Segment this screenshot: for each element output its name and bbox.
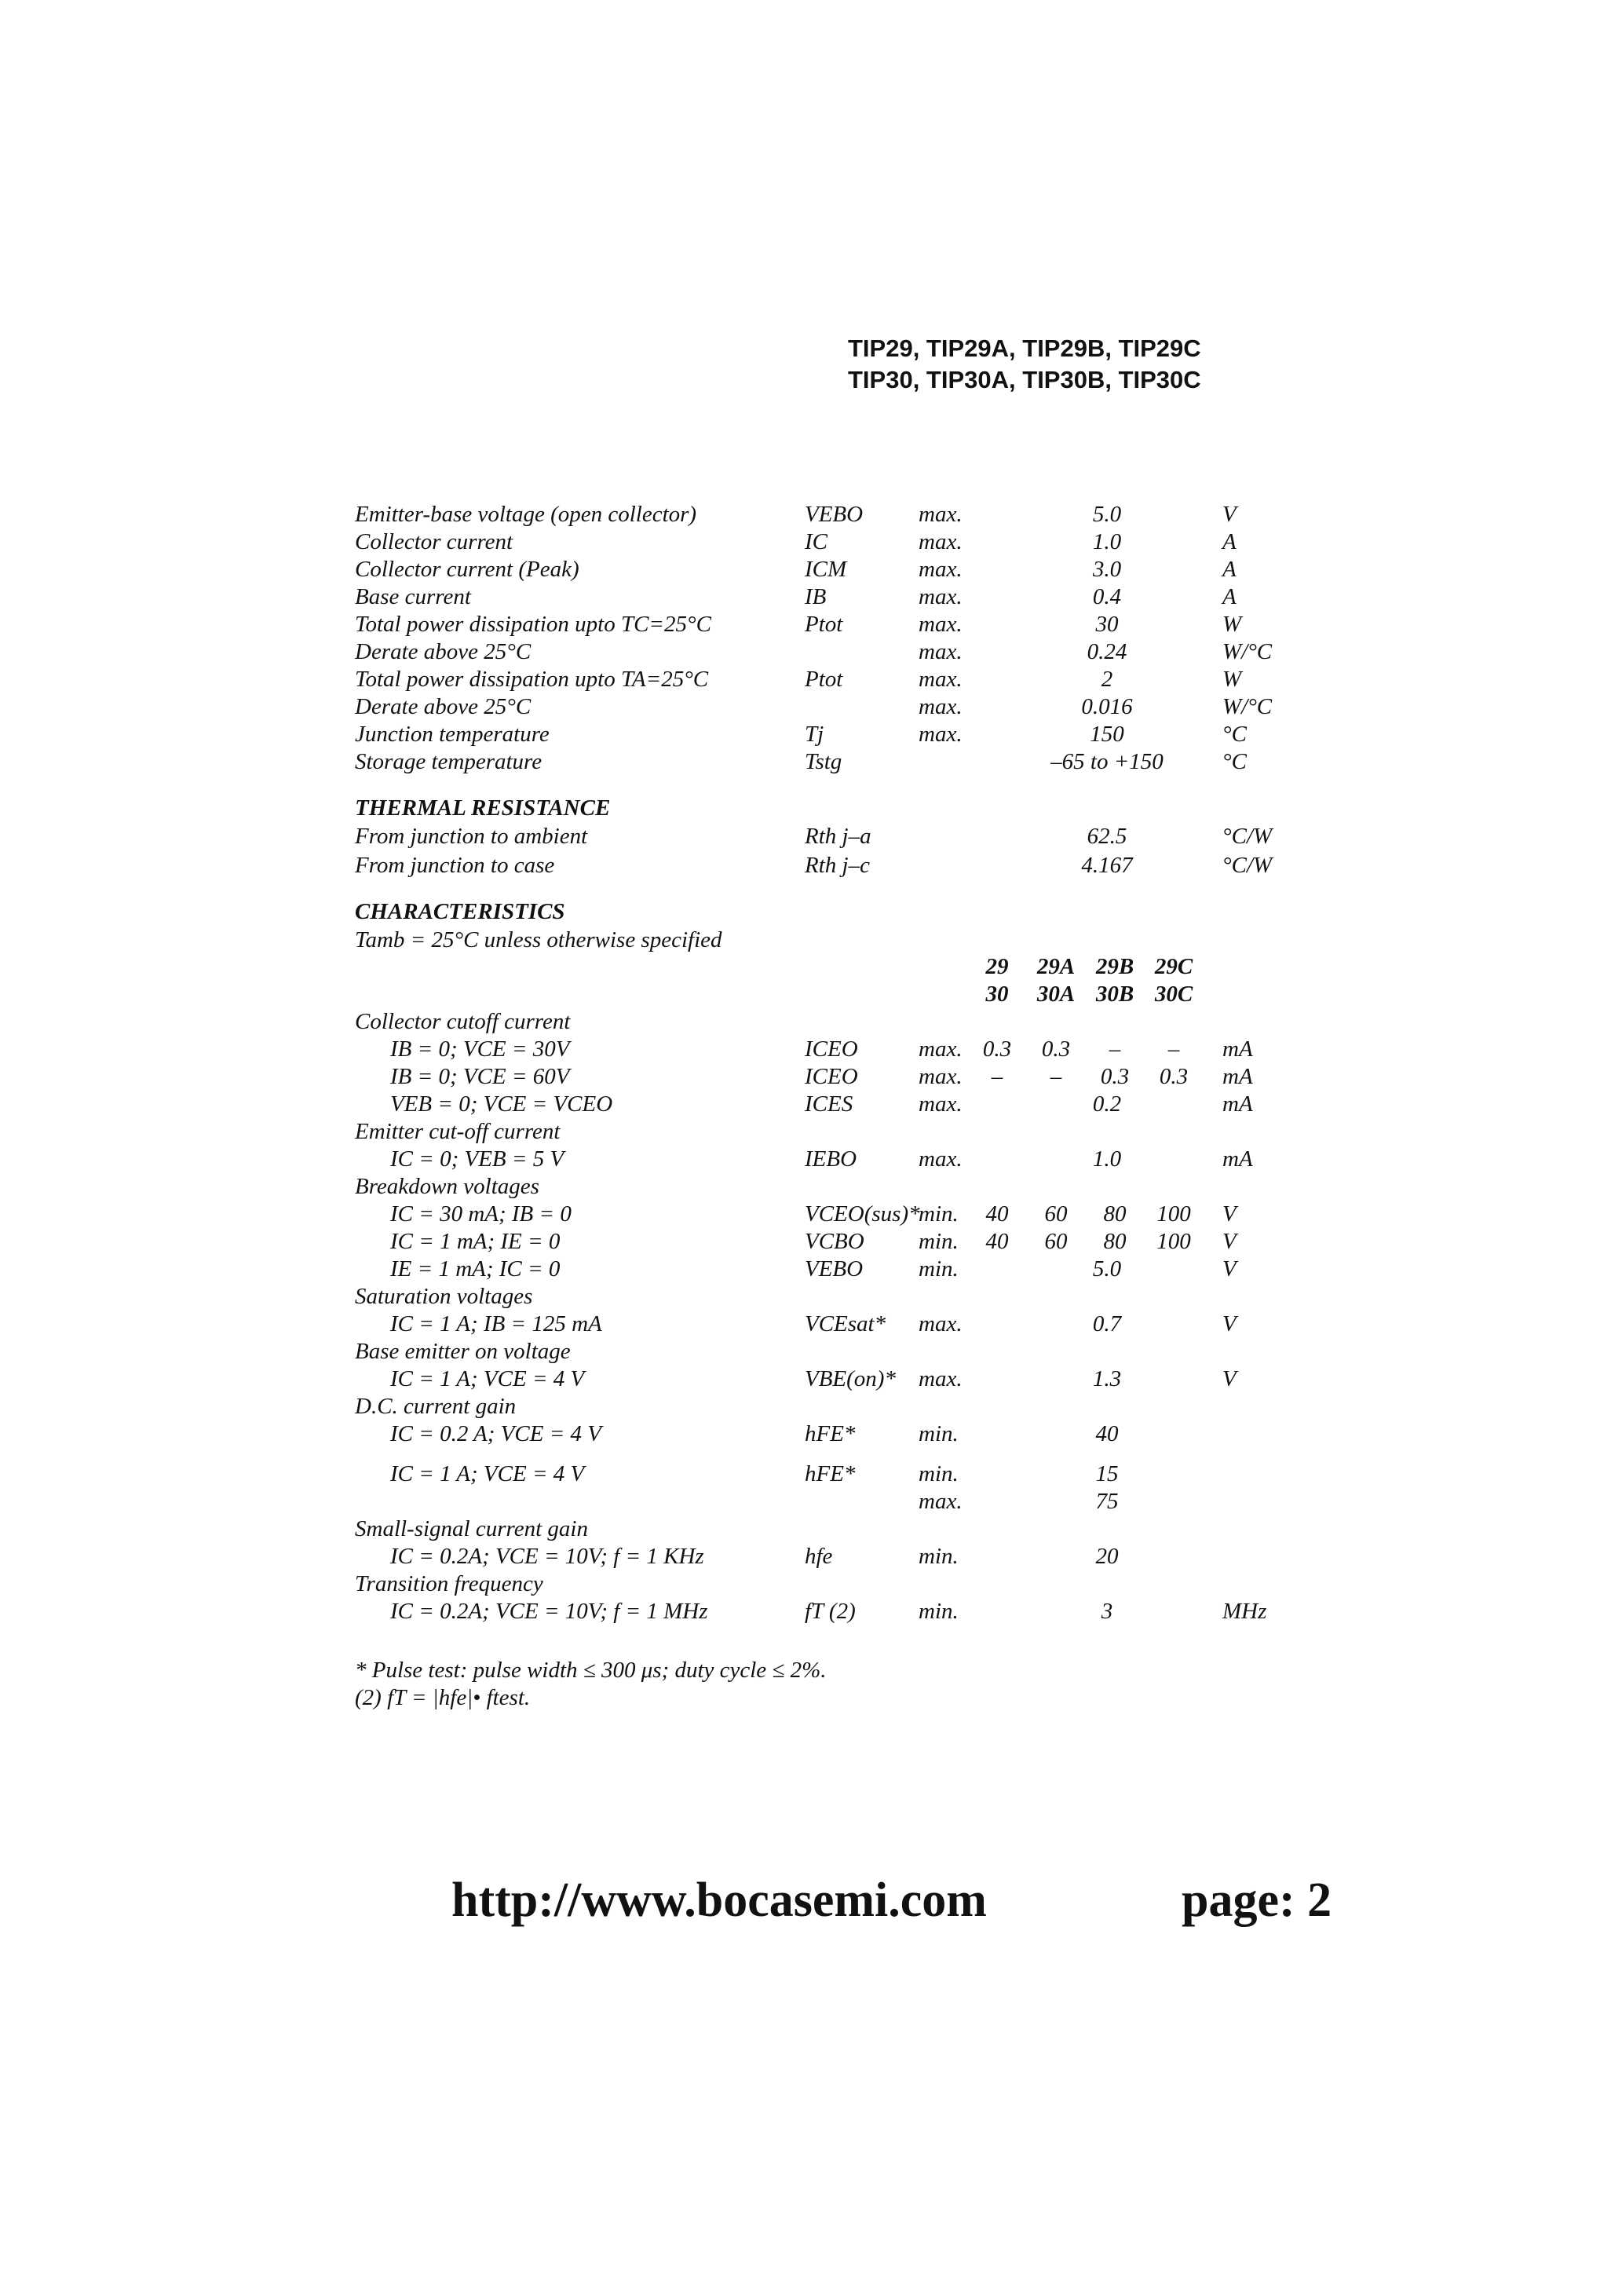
symbol: Ptot: [805, 667, 843, 692]
test-condition: IC = 1 mA; IE = 0: [390, 1229, 561, 1254]
characteristic-row: [0, 1256, 1622, 1283]
unit: W: [1222, 612, 1242, 637]
variant-value: 60: [1044, 1201, 1068, 1227]
unit: °C/W: [1222, 824, 1273, 849]
parameter-label: Transition frequency: [355, 1571, 543, 1596]
parameter-label: Total power dissipation upto TA=25°C: [355, 667, 709, 692]
rating-row: [0, 666, 1622, 693]
limit-qualifier: max.: [919, 529, 963, 554]
test-condition: IC = 30 mA; IB = 0: [390, 1201, 572, 1227]
variant-value: 0.3: [982, 1036, 1012, 1062]
value: 0.4: [1092, 584, 1122, 609]
col-head: 29: [985, 954, 1009, 979]
rating-row: [0, 583, 1622, 611]
parameter-label: Storage temperature: [355, 749, 542, 774]
parameter-label: Collector current (Peak): [355, 557, 579, 582]
unit: V: [1222, 1201, 1237, 1227]
characteristic-row: [0, 1036, 1622, 1063]
rating-row: [0, 721, 1622, 748]
characteristic-row: [0, 1598, 1622, 1625]
parameter-label: Junction temperature: [355, 722, 550, 747]
variant-value: –: [991, 1064, 1003, 1089]
characteristic-row: [0, 1366, 1622, 1393]
part-numbers-line-2: TIP30, TIP30A, TIP30B, TIP30C: [848, 366, 1201, 393]
test-condition: IB = 0; VCE = 30V: [390, 1036, 570, 1062]
limit-qualifier: min.: [919, 1461, 959, 1486]
limit-qualifier: max.: [919, 667, 963, 692]
col-head: 29A: [1036, 954, 1076, 979]
value: 0.7: [1092, 1311, 1122, 1336]
footnote-transition-frequency: (2) fT = |hfe|• ftest.: [355, 1685, 531, 1710]
characteristic-row: [0, 1420, 1622, 1448]
col-head: 29C: [1154, 954, 1193, 979]
unit: A: [1222, 584, 1237, 609]
variant-value: 100: [1156, 1229, 1191, 1254]
variant-value: 80: [1103, 1229, 1127, 1254]
unit: °C/W: [1222, 853, 1273, 878]
unit: °C: [1222, 749, 1247, 774]
variant-value: 40: [985, 1201, 1009, 1227]
characteristic-row: [0, 1091, 1622, 1118]
value: 0.016: [1081, 694, 1133, 719]
unit: mA: [1222, 1091, 1253, 1117]
test-condition: IC = 0.2 A; VCE = 4 V: [390, 1421, 601, 1446]
characteristic-row: [0, 1146, 1622, 1173]
limit-qualifier: max.: [919, 639, 963, 664]
unit: V: [1222, 1229, 1237, 1254]
test-condition: IC = 0.2A; VCE = 10V; f = 1 MHz: [390, 1599, 708, 1624]
variant-value: 60: [1044, 1229, 1068, 1254]
parameter-label: From junction to ambient: [355, 824, 588, 849]
value: 0.2: [1092, 1091, 1122, 1117]
symbol: fT (2): [805, 1599, 856, 1624]
value: –65 to +150: [1050, 749, 1164, 774]
col-head: 30A: [1036, 982, 1076, 1007]
unit: A: [1222, 529, 1237, 554]
unit: W/°C: [1222, 639, 1273, 664]
footer-page-number: page: 2: [1182, 1874, 1332, 1927]
symbol: VEBO: [805, 502, 864, 527]
limit-qualifier: min.: [919, 1201, 959, 1227]
unit: W: [1222, 667, 1242, 692]
unit: V: [1222, 502, 1237, 527]
unit: V: [1222, 1311, 1237, 1336]
characteristics-title: CHARACTERISTICS: [355, 899, 565, 924]
characteristic-row: [0, 1201, 1622, 1228]
parameter-label: Derate above 25°C: [355, 639, 532, 664]
symbol: VEBO: [805, 1256, 864, 1281]
symbol: ICM: [805, 557, 847, 582]
value: 15: [1095, 1461, 1119, 1486]
characteristics-conditions: Tamb = 25°C unless otherwise specified: [355, 927, 722, 952]
parameter-label: Base current: [355, 584, 471, 609]
rating-row: [0, 501, 1622, 528]
characteristic-row: [0, 1283, 1622, 1311]
rating-row: [0, 611, 1622, 638]
symbol: Tj: [805, 722, 824, 747]
symbol: Rth j–a: [805, 824, 871, 849]
thermal-row: [0, 823, 1622, 850]
limit-qualifier: max.: [919, 1366, 963, 1391]
test-condition: VEB = 0; VCE = VCEO: [390, 1091, 613, 1117]
column-heads-row-2: [0, 981, 1622, 1008]
characteristic-row: [0, 1488, 1622, 1515]
test-condition: IC = 1 A; VCE = 4 V: [390, 1366, 585, 1391]
variant-value: –: [1050, 1064, 1062, 1089]
footnote-pulse-test: * Pulse test: pulse width ≤ 300 μs; duty cycle ≤ 2%.: [355, 1658, 827, 1683]
characteristic-row: [0, 1173, 1622, 1201]
symbol: Ptot: [805, 612, 843, 637]
unit: mA: [1222, 1146, 1253, 1172]
test-condition: IC = 0; VEB = 5 V: [390, 1146, 564, 1172]
limit-qualifier: max.: [919, 502, 963, 527]
parameter-label: D.C. current gain: [355, 1394, 517, 1419]
symbol: VCEO(sus)*: [805, 1201, 920, 1227]
test-condition: IC = 1 A; IB = 125 mA: [390, 1311, 602, 1336]
symbol: IEBO: [805, 1146, 857, 1172]
symbol: hFE*: [805, 1461, 856, 1486]
part-numbers-line-1: TIP29, TIP29A, TIP29B, TIP29C: [848, 335, 1201, 362]
symbol: Rth j–c: [805, 853, 870, 878]
rating-row: [0, 748, 1622, 776]
value: 62.5: [1087, 824, 1127, 849]
unit: °C: [1222, 722, 1247, 747]
variant-value: 40: [985, 1229, 1009, 1254]
variant-value: 0.3: [1159, 1064, 1189, 1089]
limit-qualifier: max.: [919, 584, 963, 609]
value: 0.24: [1087, 639, 1127, 664]
unit: mA: [1222, 1036, 1253, 1062]
limit-qualifier: max.: [919, 1311, 963, 1336]
value: 30: [1095, 612, 1119, 637]
symbol: Tstg: [805, 749, 842, 774]
characteristic-row: [0, 1311, 1622, 1338]
characteristic-row: [0, 1461, 1622, 1488]
limit-qualifier: min.: [919, 1599, 959, 1624]
limit-qualifier: max.: [919, 557, 963, 582]
characteristic-row: [0, 1543, 1622, 1570]
value: 3: [1101, 1599, 1113, 1624]
unit: V: [1222, 1256, 1237, 1281]
symbol: hfe: [805, 1544, 833, 1569]
limit-qualifier: min.: [919, 1544, 959, 1569]
symbol: ICEO: [805, 1036, 858, 1062]
symbol: VCEsat*: [805, 1311, 886, 1336]
test-condition: IC = 1 A; VCE = 4 V: [390, 1461, 585, 1486]
parameter-label: Collector cutoff current: [355, 1009, 571, 1034]
characteristic-row: [0, 1393, 1622, 1420]
symbol: IC: [805, 529, 827, 554]
symbol: ICES: [805, 1091, 853, 1117]
col-head: 29B: [1095, 954, 1134, 979]
characteristic-row: [0, 1008, 1622, 1036]
rating-row: [0, 638, 1622, 666]
parameter-label: Emitter cut-off current: [355, 1119, 561, 1144]
symbol: hFE*: [805, 1421, 856, 1446]
limit-qualifier: max.: [919, 1036, 963, 1062]
value: 1.0: [1092, 1146, 1122, 1172]
test-condition: IC = 0.2A; VCE = 10V; f = 1 KHz: [390, 1544, 704, 1569]
limit-qualifier: max.: [919, 694, 963, 719]
test-condition: IE = 1 mA; IC = 0: [390, 1256, 561, 1281]
value: 5.0: [1092, 1256, 1122, 1281]
variant-value: –: [1167, 1036, 1180, 1062]
variant-value: 0.3: [1100, 1064, 1130, 1089]
col-head: 30B: [1095, 982, 1134, 1007]
symbol: ICEO: [805, 1064, 858, 1089]
value: 2: [1101, 667, 1113, 692]
value: 5.0: [1092, 502, 1122, 527]
col-head: 30: [985, 982, 1009, 1007]
parameter-label: Total power dissipation upto TC=25°C: [355, 612, 711, 637]
limit-qualifier: max.: [919, 1146, 963, 1172]
unit: W/°C: [1222, 694, 1273, 719]
characteristic-row: [0, 1063, 1622, 1091]
variant-value: 0.3: [1041, 1036, 1071, 1062]
limit-qualifier: max.: [919, 1091, 963, 1117]
symbol: VCBO: [805, 1229, 864, 1254]
parameter-label: Derate above 25°C: [355, 694, 532, 719]
characteristic-row: [0, 1338, 1622, 1366]
limit-qualifier: max.: [919, 1064, 963, 1089]
variant-value: 80: [1103, 1201, 1127, 1227]
limit-qualifier: max.: [919, 612, 963, 637]
variant-value: 100: [1156, 1201, 1191, 1227]
variant-value: –: [1109, 1036, 1121, 1062]
value: 40: [1095, 1421, 1119, 1446]
characteristic-row: [0, 1228, 1622, 1256]
value: 3.0: [1092, 557, 1122, 582]
thermal-row: [0, 852, 1622, 879]
parameter-label: Breakdown voltages: [355, 1174, 539, 1199]
unit: V: [1222, 1366, 1237, 1391]
unit: MHz: [1222, 1599, 1267, 1624]
parameter-label: Saturation voltages: [355, 1284, 533, 1309]
rating-row: [0, 528, 1622, 556]
parameter-label: Collector current: [355, 529, 513, 554]
value: 150: [1090, 722, 1124, 747]
footer-url[interactable]: http://www.bocasemi.com: [451, 1874, 987, 1927]
test-condition: IB = 0; VCE = 60V: [390, 1064, 570, 1089]
limit-qualifier: max.: [919, 722, 963, 747]
parameter-label: Emitter-base voltage (open collector): [355, 502, 697, 527]
parameter-label: Small-signal current gain: [355, 1516, 588, 1541]
limit-qualifier: min.: [919, 1256, 959, 1281]
characteristic-row: [0, 1570, 1622, 1598]
value: 1.0: [1092, 529, 1122, 554]
column-heads-row-1: [0, 953, 1622, 981]
value: 20: [1095, 1544, 1119, 1569]
rating-row: [0, 693, 1622, 721]
unit: A: [1222, 557, 1237, 582]
characteristic-row: [0, 1118, 1622, 1146]
limit-qualifier: max.: [919, 1489, 963, 1514]
value: 75: [1095, 1489, 1119, 1514]
value: 1.3: [1092, 1366, 1122, 1391]
value: 4.167: [1081, 853, 1133, 878]
limit-qualifier: min.: [919, 1421, 959, 1446]
rating-row: [0, 556, 1622, 583]
thermal-resistance-title: THERMAL RESISTANCE: [355, 795, 611, 821]
unit: mA: [1222, 1064, 1253, 1089]
limit-qualifier: min.: [919, 1229, 959, 1254]
characteristic-row: [0, 1515, 1622, 1543]
col-head: 30C: [1154, 982, 1193, 1007]
symbol: IB: [805, 584, 827, 609]
parameter-label: Base emitter on voltage: [355, 1339, 571, 1364]
symbol: VBE(on)*: [805, 1366, 896, 1391]
parameter-label: From junction to case: [355, 853, 555, 878]
